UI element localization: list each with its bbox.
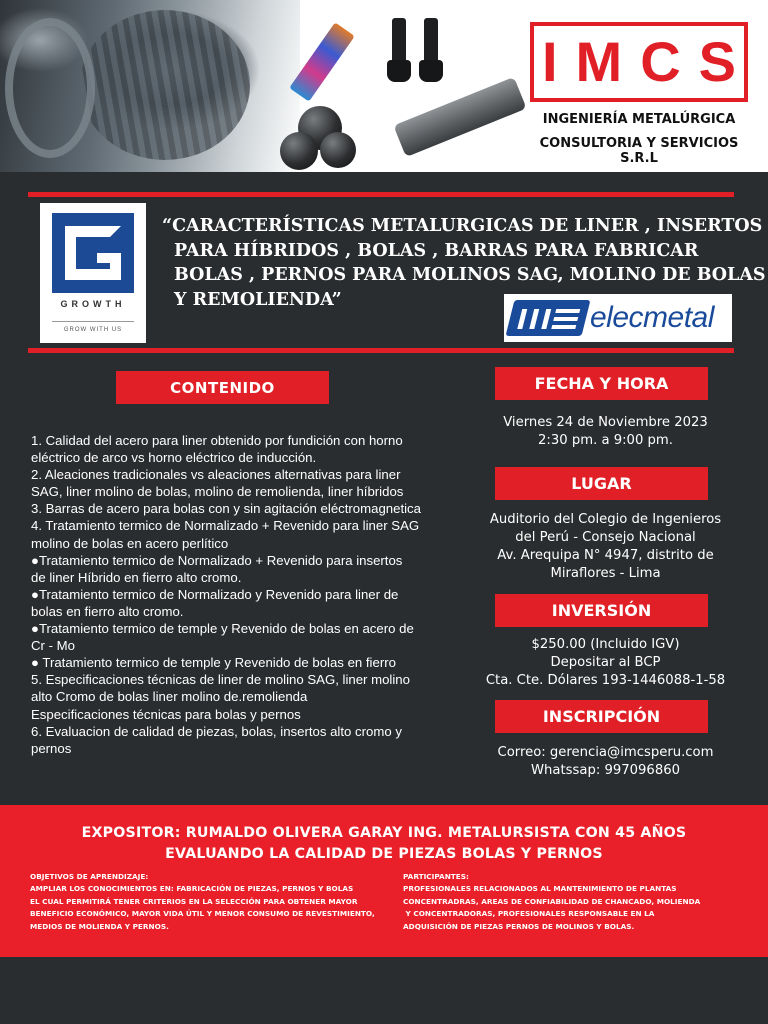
event-title-line2: PARA HÍBRIDOS , BOLAS , BARRAS PARA FABRICAR [174, 240, 699, 261]
objetivos-line: BENEFICIO ECONÓMICO, MAYOR VIDA ÚTIL Y MENOR CONSUMO DE REVESTIMIENTO, [30, 909, 375, 919]
company-subtitle-line1: INGENIERÍA METALÚRGICA [542, 112, 736, 127]
grinding-ball-image [280, 132, 318, 170]
elecmetal-logo-text: elecmetal [590, 301, 714, 334]
growth-divider [52, 321, 134, 322]
contenido-line: 4. Tratamiento termico de Normalizado + Revenido para liner SAG [31, 518, 420, 534]
expositor-heading [0, 823, 768, 865]
objetivos-block [30, 871, 375, 933]
inscripcion-info [478, 744, 733, 780]
contenido-line: ● Tratamiento termico de temple y Revenido de bolas en fierro [31, 655, 396, 671]
bolt-head-image [387, 60, 411, 82]
bolt-image [392, 18, 406, 66]
inversion-info [478, 636, 733, 690]
contenido-line: pernos [31, 740, 72, 756]
imcs-logo-text: IMCS [542, 30, 754, 93]
fecha-date: Viernes 24 de Noviembre 2023 [503, 415, 708, 430]
grinding-mill-photo [0, 0, 300, 172]
participantes-line: Y CONCENTRADORAS, PROFESIONALES RESPONSABLE EN LA [403, 909, 655, 919]
elecmetal-me-icon [506, 300, 591, 336]
fecha-label: FECHA Y HORA [495, 367, 708, 400]
contenido-line: 2. Aleaciones tradicionales vs aleaciones alternativas para liner [31, 467, 401, 483]
lugar-label: LUGAR [495, 467, 708, 500]
grinding-ball-image [320, 132, 356, 168]
participantes-block [403, 871, 700, 933]
event-title-line4: Y REMOLIENDA” [174, 289, 342, 310]
elecmetal-logo [504, 294, 732, 342]
lugar-line: Miraflores - Lima [550, 566, 661, 581]
contenido-line: bolas en fierro alto cromo. [31, 603, 184, 619]
footer-band [0, 805, 768, 957]
participantes-line: CONCENTRADRAS, AREAS DE CONFIABILIDAD DE CHANCADO, MOLIENDA [403, 896, 701, 906]
lugar-line: Av. Arequipa N° 4947, distrito de [497, 548, 714, 563]
contenido-line: ●Tratamiento termico de temple y Revenido de bolas en acero de [31, 621, 414, 637]
contenido-line: 1. Calidad del acero para liner obtenido por fundición con horno [31, 433, 403, 448]
contenido-line: 5. Especificaciones técnicas de liner de molino SAG, liner molino [31, 672, 410, 688]
growth-logo [40, 203, 146, 343]
growth-word: GROWTH [60, 299, 126, 309]
expositor-line1: EXPOSITOR: RUMALDO OLIVERA GARAY ING. METALURSISTA CON 45 AÑOS [81, 825, 687, 841]
contenido-line: molino de bolas en acero perlítico [31, 535, 229, 551]
contenido-line: eléctrico de arco vs horno eléctrico de inducción. [31, 450, 317, 466]
objetivos-line: EL CUAL PERMITIRÁ TENER CRITERIOS EN LA SELECCIÓN PARA OBTENER MAYOR [30, 896, 358, 906]
contenido-line: 6. Evaluacion de calidad de piezas, bolas, insertos alto cromo y [31, 723, 402, 739]
bolt-image [424, 18, 438, 66]
inversion-price: $250.00 (Incluido IGV) [531, 637, 680, 652]
contenido-line: de liner Híbrido en fierro alto cromo. [31, 569, 242, 585]
objetivos-line: AMPLIAR LOS CONOCIMIENTOS EN: FABRICACIÓN DE PIEZAS, PERNOS Y BOLAS [30, 884, 354, 894]
objetivos-line: MEDIOS DE MOLIENDA Y PERNOS. [30, 921, 169, 931]
participantes-line: PROFESIONALES RELACIONADOS AL MANTENIMIENTO DE PLANTAS [403, 884, 677, 894]
fecha-time: 2:30 pm. a 9:00 pm. [538, 433, 673, 448]
objetivos-line: OBJETIVOS DE APRENDIZAJE: [30, 872, 149, 881]
inversion-label: INVERSIÓN [495, 594, 708, 627]
inversion-bank: Depositar al BCP [550, 655, 661, 670]
event-title-line1: “CARACTERÍSTICAS METALURGICAS DE LINER , INSERTOS [162, 216, 763, 236]
contenido-label: CONTENIDO [116, 371, 329, 404]
contenido-line: Especificaciones técnicas para bolas y pernos [31, 706, 301, 722]
contenido-line: SAG, liner molino de bolas, molino de remolienda, liner híbridos [31, 484, 404, 500]
inscripcion-label: INSCRIPCIÓN [495, 700, 708, 733]
contenido-line: ●Tratamiento termico de Normalizado y Revenido para liner de [31, 586, 399, 602]
expositor-line2: EVALUANDO LA CALIDAD DE PIEZAS BOLAS Y PERNOS [165, 846, 603, 862]
imcs-logo [530, 22, 754, 102]
inversion-account: Cta. Cte. Dólares 193-1446088-1-58 [485, 673, 726, 688]
participantes-line: PARTICIPANTES: [403, 872, 469, 881]
contenido-list [31, 432, 451, 757]
mill-drum-shape [80, 10, 250, 160]
fecha-info [478, 414, 733, 450]
lugar-info [478, 511, 733, 583]
growth-tagline: GROW WITH US [63, 327, 123, 333]
header-banner [0, 0, 768, 172]
lugar-line: del Perú - Consejo Nacional [515, 530, 696, 545]
company-subtitle-line2: CONSULTORIA Y SERVICIOS S.R.L [539, 136, 739, 166]
contenido-line: ●Tratamiento termico de Normalizado + Revenido para insertos [31, 552, 403, 568]
participantes-line: ADQUISICIÓN DE PIEZAS PERNOS DE MOLINOS Y BOLAS. [403, 921, 635, 931]
divider-bottom [28, 348, 734, 353]
contenido-line: alto Cromo de bolas liner molino de.remolienda [31, 689, 308, 705]
mill-ring-shape [5, 18, 95, 158]
lugar-line: Auditorio del Colegio de Ingenieros [489, 512, 722, 527]
contenido-line: Cr - Mo [31, 638, 75, 654]
event-title-line3: BOLAS , PERNOS PARA MOLINOS SAG, MOLINO DE BOLAS [174, 265, 766, 285]
divider-top [28, 192, 734, 197]
inscripcion-whatsapp[interactable]: Whatssap: 997096860 [531, 763, 680, 778]
bolt-head-image [419, 60, 443, 82]
contenido-line: 3. Barras de acero para bolas con y sin agitación eléctromagnetica [31, 501, 421, 517]
inscripcion-email[interactable]: Correo: gerencia@imcsperu.com [497, 745, 714, 760]
growth-g-icon [52, 213, 134, 293]
mill-liner-image [393, 77, 526, 157]
